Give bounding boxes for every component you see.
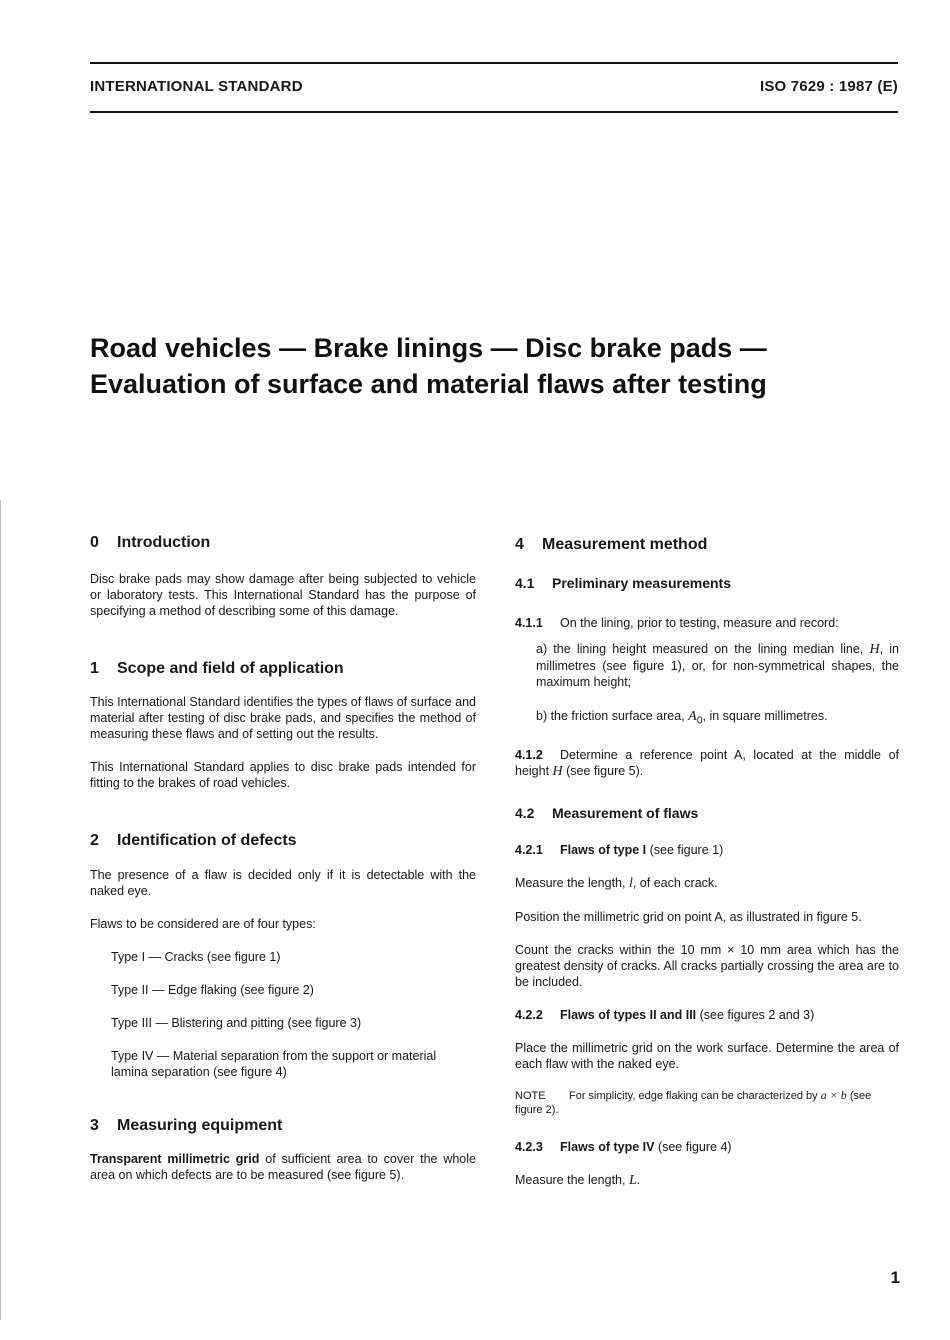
section-0-heading: 0 Introduction (90, 534, 211, 551)
list-item-a: a) the lining height measured on the lining median line, H, in millimetres (see figure 1), or, for non-symmetrical shapes, the maximum height; (536, 642, 899, 689)
section-2-paragraph-1: The presence of a flaw is decided only if it is detectable with the naked eye. (90, 868, 476, 898)
clause-4-2-1-paragraph-2: Position the millimetric grid on point A, as illustrated in figure 5. (515, 909, 862, 924)
clause-4-2-1-paragraph-3: Count the cracks within the 10 mm × 10 mm area which has the greatest density of cracks. All cracks partially crossing the area are to be included. (515, 942, 899, 989)
note: NOTE For simplicity, edge flaking can be characterized by a × b (see figure 2). (515, 1087, 872, 1116)
flaw-type-i: Type I — Cracks (see figure 1) (111, 950, 281, 964)
clause-4-2-3-heading: 4.2.3 Flaws of type IV (see figure 4) (515, 1139, 732, 1154)
title-line-1: Road vehicles — Brake linings — Disc brake pads — (90, 333, 767, 363)
section-1-heading: 1 Scope and field of application (90, 660, 344, 677)
section-3-paragraph: Transparent millimetric grid of sufficient area to cover the whole area on which defects are to be measured (see figure 5). (90, 1152, 476, 1182)
document-title (90, 330, 890, 402)
clause-4-2-3-paragraph: Measure the length, L. (515, 1172, 641, 1188)
section-1-paragraph-1: This International Standard identifies the types of flaws of surface and material after testing of disc brake pads, and specifies the method of measuring these flaws and of setting out the results. (90, 695, 476, 741)
flaw-type-ii: Type II — Edge flaking (see figure 2) (111, 983, 314, 997)
clause-4-2-1-heading: 4.2.1 Flaws of type I (see figure 1) (515, 842, 724, 857)
right-column (515, 533, 899, 1189)
scan-margin-line (0, 500, 1, 1320)
header-bottom-rule (90, 111, 898, 113)
section-2-heading: 2 Identification of defects (90, 832, 297, 849)
flaw-type-iii: Type III — Blistering and pitting (see figure 3) (111, 1016, 362, 1030)
header-standard-number: ISO 7629 : 1987 (E) (759, 78, 898, 95)
section-4-1-heading: 4.1 Preliminary measurements (515, 575, 731, 591)
title-line-2: Evaluation of surface and material flaws after testing (90, 369, 767, 399)
clause-4-2-2-heading: 4.2.2 Flaws of types II and III (see figures 2 and 3) (515, 1007, 815, 1022)
flaw-type-iv: Type IV — Material separation from the support or material lamina separation (see figure 4) (111, 1049, 437, 1079)
clause-4-1-1: 4.1.1 On the lining, prior to testing, measure and record: (515, 616, 839, 630)
section-4-heading: 4 Measurement method (515, 536, 708, 553)
section-0-paragraph: Disc brake pads may show damage after being subjected to vehicle or laboratory tests. This International Standard has the purpose of specifying a method of describing some of this damage. (90, 572, 476, 618)
section-3-heading: 3 Measuring equipment (90, 1117, 283, 1134)
clause-4-2-1-paragraph-1: Measure the length, l, of each crack. (515, 875, 718, 891)
section-4-2-heading: 4.2 Measurement of flaws (515, 804, 699, 821)
page-number: 1 (890, 1268, 900, 1287)
clause-4-2-2-paragraph: Place the millimetric grid on the work surface. Determine the area of each flaw with the naked eye. (515, 1040, 899, 1071)
clause-4-1-2: 4.1.2 Determine a reference point A, located at the middle of height H (see figure 5). (515, 747, 899, 779)
list-item-b: b) the friction surface area, $A_0$, in square millimetres. (536, 709, 828, 727)
header-standard-label: INTERNATIONAL STANDARD (90, 78, 303, 95)
section-2-paragraph-2: Flaws to be considered are of four types: (90, 917, 316, 931)
section-1-paragraph-2: This International Standard applies to disc brake pads intended for fitting to the brakes of road vehicles. (90, 760, 476, 790)
left-column (90, 533, 476, 1183)
header-top-rule (90, 62, 898, 64)
